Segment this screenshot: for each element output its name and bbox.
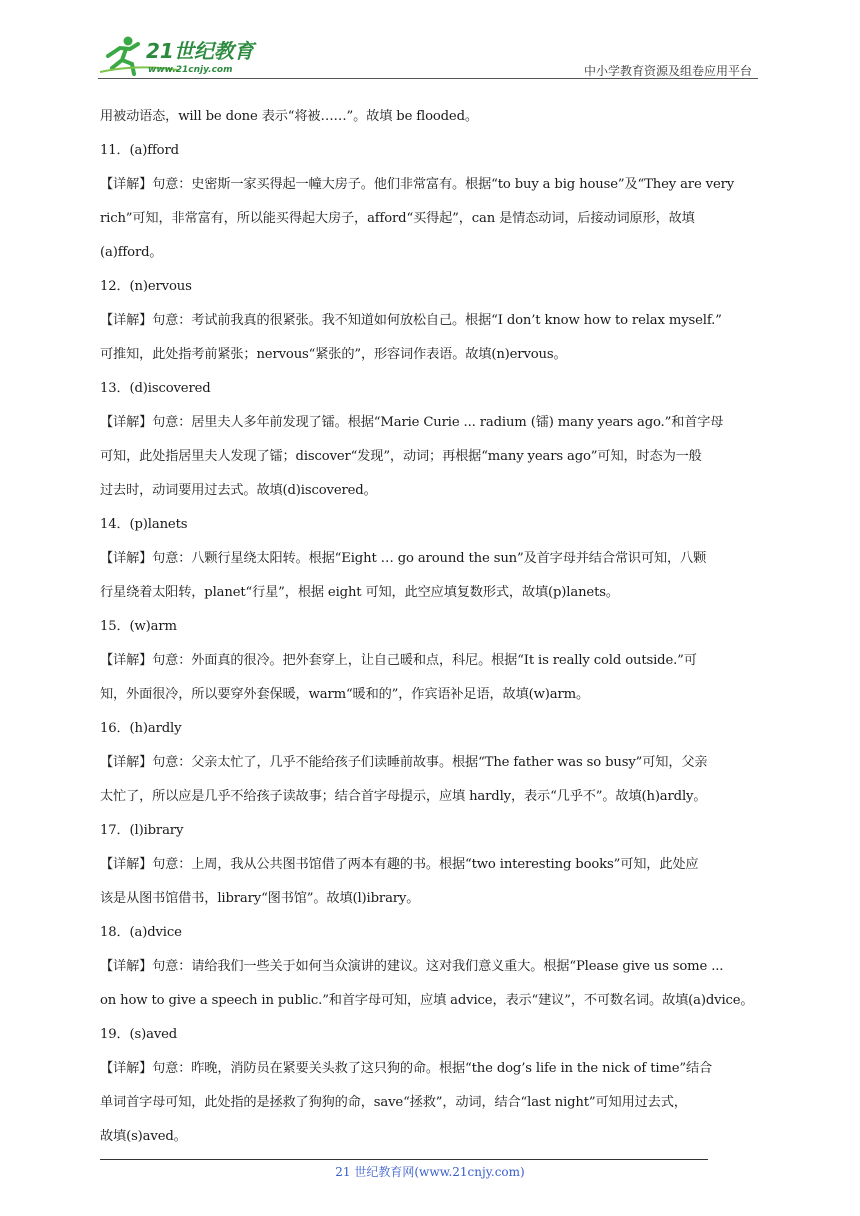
explanation-line: 【详解】句意：考试前我真的很紧张。我不知道如何放松自己。根据“I don’t know how to relax myself.” — [100, 313, 722, 328]
explanation-line: 【详解】句意：父亲太忙了，几乎不能给孩子们读睡前故事。根据“The father was so busy”可知，父亲 — [100, 755, 708, 770]
explanation-line: rich”可知，非常富有，所以能买得起大房子，afford“买得起”，can 是情态动词，后接动词原形，故填 — [100, 211, 695, 226]
answer-number: 19．(s)aved — [100, 1027, 178, 1042]
explanation-line: 该是从图书馆借书，library“图书馆”。故填(l)ibrary。 — [100, 891, 420, 906]
explanation-line: 可推知，此处指考前紧张；nervous“紧张的”，形容词作表语。故填(n)ervous。 — [100, 347, 567, 362]
answer-number: 18．(a)dvice — [100, 925, 182, 940]
footer-rule — [100, 1159, 708, 1160]
platform-name: 中小学教育资源及组卷应用平台 — [583, 64, 752, 78]
answer-number: 13．(d)iscovered — [100, 381, 211, 396]
explanation-line: 太忙了，所以应是几乎不给孩子读故事；结合首字母提示，应填 hardly，表示“几乎不”。故填(h)ardly。 — [100, 789, 707, 804]
answer-number: 17．(l)ibrary — [100, 823, 184, 838]
answer-number: 15．(w)arm — [100, 619, 177, 634]
explanation-line: 故填(s)aved。 — [100, 1129, 187, 1144]
logo — [98, 34, 268, 76]
explanation-line: 用被动语态，will be done 表示“将被……”。故填 be flooded。 — [100, 109, 478, 124]
answer-number: 16．(h)ardly — [100, 721, 182, 736]
header-rule — [98, 78, 758, 79]
answer-content — [100, 100, 760, 1154]
explanation-line: on how to give a speech in public.”和首字母可知，应填 advice，表示“建议”，不可数名词。故填(a)dvice。 — [100, 993, 754, 1008]
explanation-line: 单词首字母可知，此处指的是拯救了狗狗的命，save“拯救”，动词，结合“last night”可知用过去式， — [100, 1095, 687, 1110]
logo-text: 21世纪教育 — [146, 39, 254, 63]
explanation-line: 可知，此处指居里夫人发现了镭；discover“发现”，动词；再根据“many years ago”可知，时态为一般 — [100, 449, 702, 464]
footer-text: 21 世纪教育网(www.21cnjy.com) — [335, 1165, 525, 1179]
explanation-line: (a)fford。 — [100, 245, 163, 260]
explanation-line: 【详解】句意：昨晚，消防员在紧要关头救了这只狗的命。根据“the dog’s life in the nick of time”结合 — [100, 1061, 713, 1076]
answer-number: 12．(n)ervous — [100, 279, 192, 294]
explanation-line: 行星绕着太阳转，planet“行星”，根据 eight 可知，此空应填复数形式，故填(p)lanets。 — [100, 585, 619, 600]
answer-number: 14．(p)lanets — [100, 517, 188, 532]
explanation-line: 【详解】句意：八颗行星绕太阳转。根据“Eight … go around the sun”及首字母并结合常识可知，八颗 — [100, 551, 707, 566]
explanation-line: 过去时，动词要用过去式。故填(d)iscovered。 — [100, 483, 377, 498]
page-header — [98, 34, 758, 80]
explanation-line: 【详解】句意：上周，我从公共图书馆借了两本有趣的书。根据“two interesting books”可知，此处应 — [100, 857, 699, 872]
logo-subtext: www.21cnjy.com — [148, 65, 233, 75]
explanation-line: 【详解】句意：外面真的很冷。把外套穿上，让自己暖和点，科尼。根据“It is really cold outside.”可 — [100, 653, 697, 668]
explanation-line: 【详解】句意：居里夫人多年前发现了镭。根据“Marie Curie ... radium (镭) many years ago.”和首字母 — [100, 415, 724, 430]
answer-number: 11．(a)fford — [100, 143, 179, 158]
explanation-line: 知，外面很冷，所以要穿外套保暖，warm“暖和的”，作宾语补足语，故填(w)arm。 — [100, 687, 590, 702]
explanation-line: 【详解】句意：请给我们一些关于如何当众演讲的建议。这对我们意义重大。根据“Please give us some ... — [100, 959, 724, 974]
explanation-line: 【详解】句意：史密斯一家买得起一幢大房子。他们非常富有。根据“to buy a big house”及“They are very — [100, 177, 735, 192]
